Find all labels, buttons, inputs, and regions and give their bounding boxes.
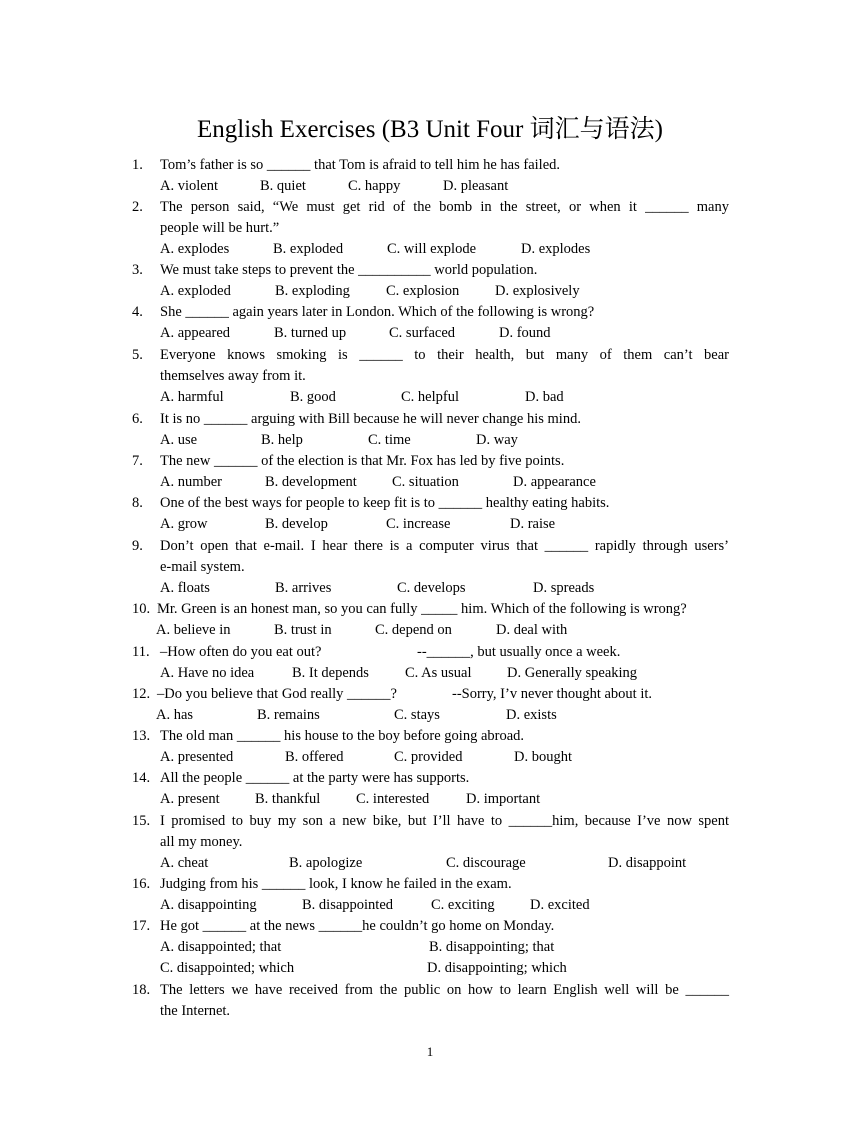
option-c: C. increase (386, 516, 451, 532)
option-c: C. happy (348, 178, 401, 194)
option-d: D. important (466, 791, 541, 807)
option-b: B. disappointed (302, 897, 394, 913)
option-a: A. violent (160, 178, 218, 194)
option-a: A. has (156, 707, 194, 723)
question-number: 14. (132, 770, 151, 786)
question-number: 5. (132, 347, 143, 363)
option-a: A. harmful (160, 389, 224, 405)
option-a: A. believe in (156, 622, 231, 638)
option-a: A. disappointed; that (160, 939, 282, 955)
option-d: D. deal with (496, 622, 568, 638)
question-number: 9. (132, 538, 143, 554)
question-text: He got ______ at the news ______he couldn’t go home on Monday. (160, 918, 555, 934)
option-b: B. development (265, 474, 357, 490)
option-a: A. floats (160, 580, 210, 596)
option-a: A. cheat (160, 855, 209, 871)
option-b: B. help (261, 432, 303, 448)
option-a: A. Have no idea (160, 665, 255, 681)
option-c: C. situation (392, 474, 459, 490)
question-text: Everyone knows smoking is ______ to their health, but many of them can’t bear (160, 347, 729, 363)
question-reply: --______, but usually once a week. (417, 644, 621, 660)
option-b: B. trust in (274, 622, 332, 638)
question-number: 8. (132, 495, 143, 511)
option-b: B. It depends (292, 665, 369, 681)
option-b: B. arrives (275, 580, 332, 596)
option-c: C. provided (394, 749, 463, 765)
question-reply: --Sorry, I’v never thought about it. (452, 686, 652, 702)
question-text: All the people ______ at the party were has supports. (160, 770, 470, 786)
question-text: –How often do you eat out? (160, 644, 322, 660)
option-b: B. exploded (273, 241, 344, 257)
option-c: C. develops (397, 580, 466, 596)
question-text-continued: e-mail system. (160, 559, 245, 575)
question-number: 15. (132, 813, 151, 829)
question-text: The person said, “We must get rid of the bomb in the street, or when it ______ many (160, 199, 729, 215)
question-text: The new ______ of the election is that Mr. Fox has led by five points. (160, 453, 565, 469)
option-b: B. turned up (274, 325, 347, 341)
option-b: B. remains (257, 707, 320, 723)
option-a: A. use (160, 432, 198, 448)
option-b: B. offered (285, 749, 344, 765)
option-a: A. grow (160, 516, 208, 532)
option-b: B. thankful (255, 791, 321, 807)
question-number: 3. (132, 262, 143, 278)
option-c: C. disappointed; which (160, 960, 295, 976)
option-a: A. exploded (160, 283, 231, 299)
question-text-continued: people will be hurt.” (160, 220, 280, 236)
option-b: B. exploding (275, 283, 350, 299)
question-number: 7. (132, 453, 143, 469)
question-text: Judging from his ______ look, I know he failed in the exam. (160, 876, 512, 892)
question-text: It is no ______ arguing with Bill because he will never change his mind. (160, 411, 581, 427)
question-number: 1. (132, 157, 143, 173)
option-d: D. disappoint (608, 855, 687, 871)
option-d: D. bad (525, 389, 564, 405)
question-text: We must take steps to prevent the __________ world population. (160, 262, 538, 278)
option-c: C. time (368, 432, 411, 448)
question-text: The letters we have received from the public on how to learn English well will be ______ (160, 982, 729, 998)
option-d: D. explosively (495, 283, 580, 299)
option-d: D. explodes (521, 241, 591, 257)
question-text-continued: themselves away from it. (160, 368, 306, 384)
option-b: B. quiet (260, 178, 306, 194)
question-text: I promised to buy my son a new bike, but I’ll have to ______him, because I’ve now spent (160, 813, 729, 829)
question-text: Don’t open that e-mail. I hear there is a computer virus that ______ rapidly through users’ (160, 538, 729, 554)
question-number: 6. (132, 411, 143, 427)
option-d: D. way (476, 432, 518, 448)
question-number: 11. (132, 644, 150, 660)
question-text: She ______ again years later in London. Which of the following is wrong? (160, 304, 595, 320)
option-c: C. will explode (387, 241, 477, 257)
question-text: One of the best ways for people to keep fit is to ______ healthy eating habits. (160, 495, 610, 511)
option-d: D. exists (506, 707, 557, 723)
option-d: D. pleasant (443, 178, 509, 194)
page-number: 1 (426, 1044, 434, 1059)
question-number: 18. (132, 982, 151, 998)
option-d: D. raise (510, 516, 556, 532)
question-number: 4. (132, 304, 143, 320)
question-text: –Do you believe that God really ______? (157, 686, 397, 702)
question-text-continued: the Internet. (160, 1003, 231, 1019)
option-d: D. found (499, 325, 551, 341)
option-c: C. discourage (446, 855, 526, 871)
option-a: A. presented (160, 749, 234, 765)
option-d: D. Generally speaking (507, 665, 638, 681)
question-text-continued: all my money. (160, 834, 243, 850)
option-c: C. helpful (401, 389, 459, 405)
option-a: A. number (160, 474, 223, 490)
option-a: A. disappointing (160, 897, 257, 913)
option-b: B. disappointing; that (429, 939, 555, 955)
option-c: C. depend on (375, 622, 452, 638)
option-d: D. disappointing; which (427, 960, 567, 976)
question-text: Tom’s father is so ______ that Tom is afraid to tell him he has failed. (160, 157, 561, 173)
question-number: 17. (132, 918, 151, 934)
question-text: Mr. Green is an honest man, so you can fully _____ him. Which of the following is wrong? (157, 601, 687, 617)
option-d: D. appearance (513, 474, 596, 490)
option-c: C. exciting (431, 897, 495, 913)
question-number: 16. (132, 876, 151, 892)
question-number: 12. (132, 686, 151, 702)
option-b: B. develop (265, 516, 328, 532)
page-title: English Exercises (B3 Unit Four 词汇与语法) (197, 116, 663, 143)
option-b: B. good (290, 389, 336, 405)
option-a: A. explodes (160, 241, 230, 257)
option-c: C. surfaced (389, 325, 456, 341)
option-d: D. excited (530, 897, 590, 913)
question-number: 10. (132, 601, 151, 617)
option-b: B. apologize (289, 855, 363, 871)
option-d: D. spreads (533, 580, 595, 596)
option-d: D. bought (514, 749, 572, 765)
question-number: 2. (132, 199, 143, 215)
option-c: C. interested (356, 791, 430, 807)
option-a: A. present (160, 791, 220, 807)
option-c: C. As usual (405, 665, 472, 681)
option-c: C. stays (394, 707, 440, 723)
option-a: A. appeared (160, 325, 231, 341)
option-c: C. explosion (386, 283, 460, 299)
question-text: The old man ______ his house to the boy before going abroad. (160, 728, 525, 744)
question-number: 13. (132, 728, 151, 744)
